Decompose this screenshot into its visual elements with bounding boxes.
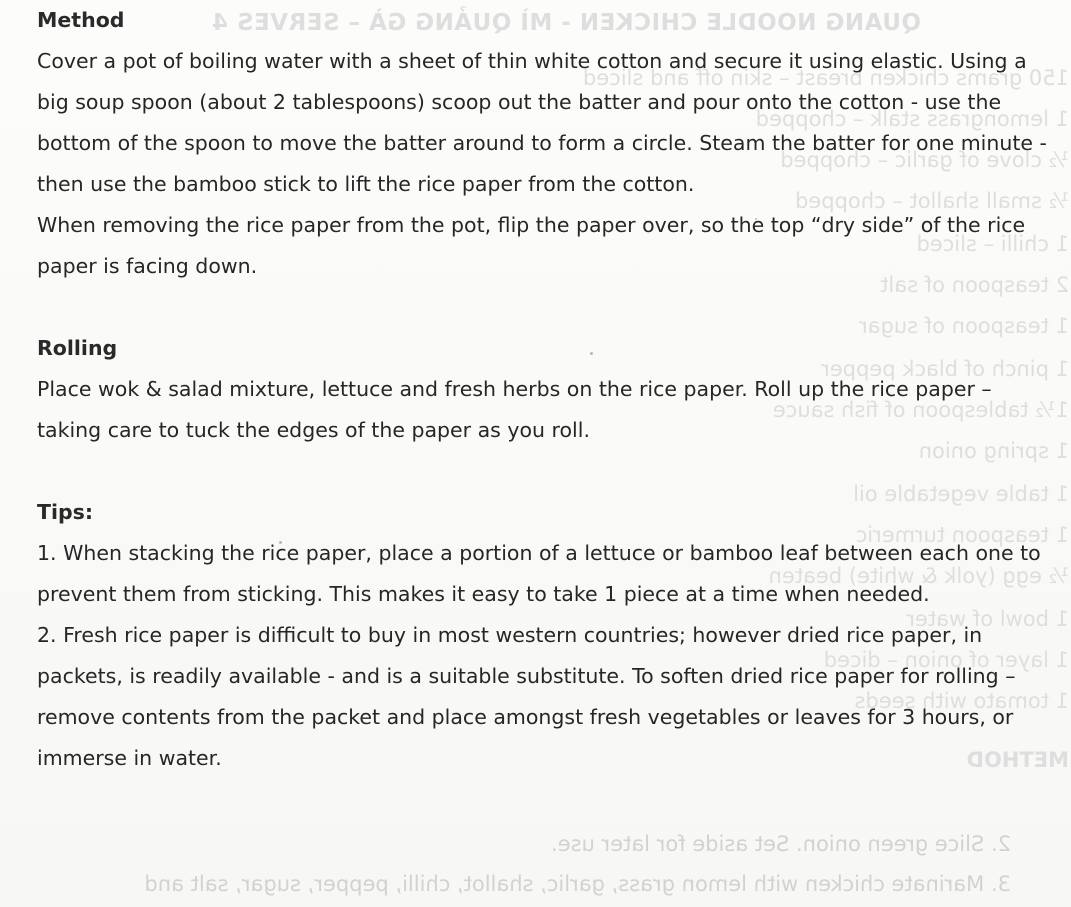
rolling-heading: Rolling bbox=[37, 336, 118, 360]
section-spacer bbox=[37, 287, 1047, 328]
bleed-through-line: 150 grams chicken breast – skin off and sliced bbox=[582, 66, 1069, 90]
bleed-through-line: 1 table vegetable oil bbox=[853, 482, 1069, 506]
bleed-through-line: ½ small shallot – chopped bbox=[795, 189, 1069, 213]
bleed-through-line: 1 layer of onion – diced bbox=[823, 648, 1069, 672]
tip-item: 1. When stacking the rice paper, place a portion of a lettuce or bamboo leaf between each one to prevent them from sticking. This makes it easy to take 1 piece at a time when needed. bbox=[37, 541, 1041, 606]
bleed-through-step: 2. Slice green onion. Set aside for later use. bbox=[551, 832, 1011, 856]
bleed-through-line: 1 teaspoon of sugar bbox=[858, 314, 1069, 338]
rolling-paragraph: Place wok & salad mixture, lettuce and fresh herbs on the rice paper. Roll up the rice paper – taking care to tuck the edges of the paper as you roll. bbox=[37, 377, 992, 442]
tip-item: 2. Fresh rice paper is difficult to buy in most western countries; however dried rice paper, in packets, is readily available - and is a suitable substitute. To soften dried rice paper for rolling – remove contents from the packet and place amongst fresh vegetables or leaves for 3 hours, or immerse in water. bbox=[37, 623, 1016, 770]
bleed-through-step: 3. Marinate chicken with lemon grass, garlic, shallot, chilli, pepper, sugar, salt and bbox=[144, 872, 1011, 896]
method-heading: Method bbox=[37, 8, 125, 32]
bleed-through-line: 1 chilli – sliced bbox=[916, 232, 1069, 256]
bleed-through-line: 2 teaspoon of salt bbox=[880, 273, 1069, 297]
method-section bbox=[37, 0, 1047, 287]
bleed-through-line: 1 tomato with seeds bbox=[854, 689, 1069, 713]
bleed-through-line: 1 pinch of black pepper bbox=[821, 357, 1069, 381]
document-body bbox=[37, 0, 1047, 779]
bleed-through-line: ½ clove of garlic – chopped bbox=[780, 148, 1069, 172]
rolling-section bbox=[37, 328, 1047, 451]
bleed-through-line: 1 bowl of water bbox=[906, 607, 1069, 631]
bleed-through-title: QUANG NOODLE CHICKEN - MÌ QUẢNG GÀ – SERVES 4 bbox=[211, 10, 921, 36]
bleed-through-line: 1 teaspoon turmeric bbox=[855, 523, 1069, 547]
bleed-through-line: ½ egg (yolk & white) beaten bbox=[768, 564, 1069, 588]
tips-section bbox=[37, 492, 1047, 779]
method-paragraph: Cover a pot of boiling water with a sheet of thin white cotton and secure it using elastic. Using a big soup spoon (about 2 tablespoons) scoop out the batter and pour onto the cotton - use the bottom of the spoon to move the batter around to form a circle. Steam the batter for one minute - then use the bamboo stick to lift the rice paper from the cotton. bbox=[37, 49, 1047, 196]
tips-heading: Tips: bbox=[37, 500, 94, 524]
method-paragraph: When removing the rice paper from the pot, flip the paper over, so the top “dry side” of the rice paper is facing down. bbox=[37, 213, 1026, 278]
bleed-through-line: 1 lemongrass stalk – chopped bbox=[755, 107, 1069, 131]
bleed-through-heading: METHOD bbox=[966, 748, 1069, 772]
section-spacer bbox=[37, 451, 1047, 492]
bleed-through-line: 1 spring onion bbox=[918, 439, 1069, 463]
bleed-through-line: 1½ tablespoon of fish sauce bbox=[772, 398, 1069, 422]
